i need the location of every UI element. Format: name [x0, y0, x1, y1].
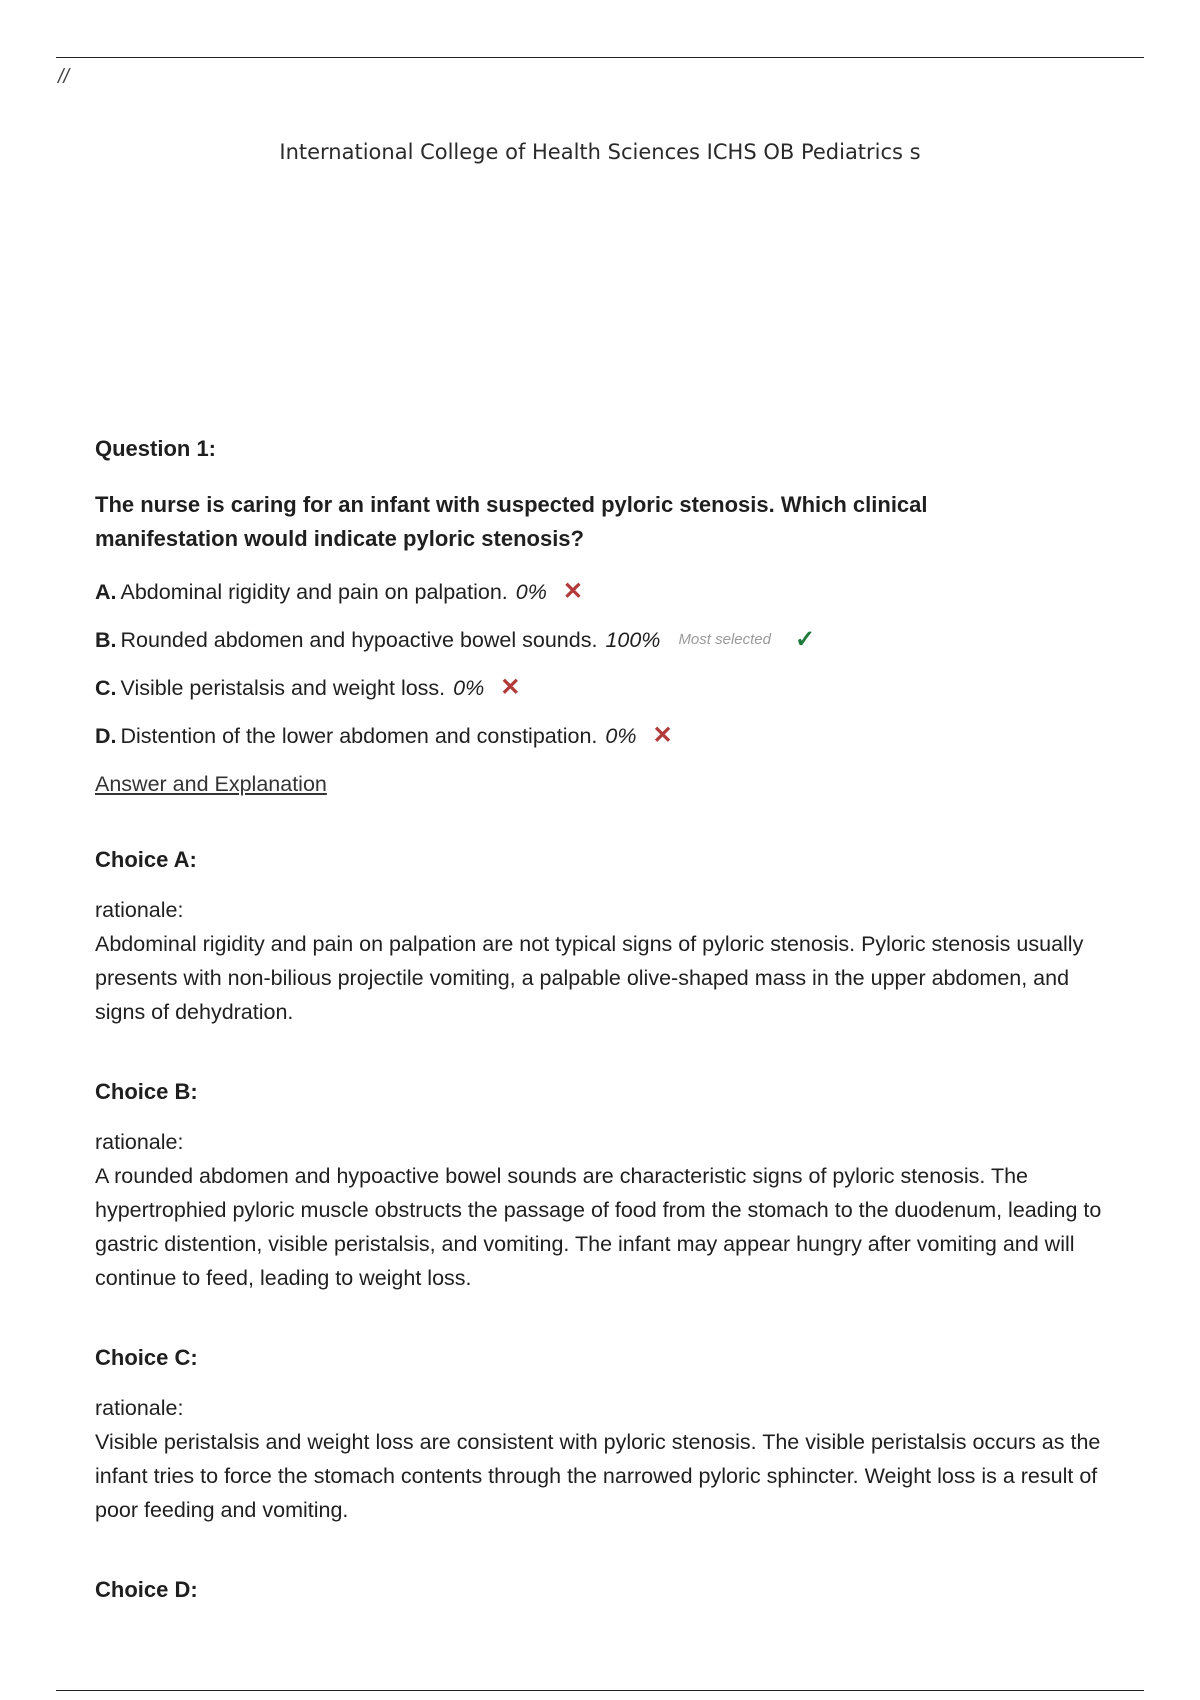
choice-letter: D.	[95, 724, 117, 748]
choice-text: Visible peristalsis and weight loss.	[120, 676, 446, 700]
choice-letter: C.	[95, 676, 117, 700]
cross-icon: ✕	[500, 674, 521, 701]
choice-percent: 0%	[453, 676, 485, 700]
cross-icon: ✕	[562, 578, 583, 605]
choice-percent: 100%	[605, 628, 661, 652]
choice-text: Abdominal rigidity and pain on palpation.	[120, 580, 508, 604]
choice-percent: 0%	[605, 724, 637, 748]
question-label: Question 1:	[95, 436, 217, 461]
choice-a[interactable]	[95, 568, 1105, 616]
explanation-heading-c: Choice C:	[95, 1345, 198, 1370]
rationale-label: rationale:	[95, 1130, 184, 1154]
choice-letter: A.	[95, 580, 117, 604]
rationale-text-a: Abdominal rigidity and pain on palpation are not typical signs of pyloric stenosis. Pyloric stenosis usually presents with non-bilious projectile vomiting, a palpable olive-shaped mass in the upper abdomen, and signs of dehydration.	[95, 932, 1084, 1024]
choice-b[interactable]	[95, 616, 1105, 664]
question-text: The nurse is caring for an infant with suspected pyloric stenosis. Which clinical manifestation would indicate pyloric stenosis?	[95, 492, 928, 551]
question-content	[95, 436, 1105, 1603]
cross-icon: ✕	[652, 722, 673, 749]
explanation-heading-b: Choice B:	[95, 1079, 198, 1104]
top-rule	[56, 57, 1144, 58]
choice-d[interactable]	[95, 712, 1105, 760]
choice-c[interactable]	[95, 664, 1105, 712]
answer-explanation-link[interactable]: Answer and Explanation	[95, 772, 327, 796]
most-selected-tag: Most selected	[678, 631, 771, 648]
bottom-rule	[56, 1690, 1144, 1691]
check-icon: ✓	[794, 626, 816, 653]
document-title: International College of Health Sciences ICHS OB Pediatrics s	[279, 140, 921, 164]
rationale-label: rationale:	[95, 1396, 184, 1420]
explanation-heading-a: Choice A:	[95, 847, 197, 872]
choice-letter: B.	[95, 628, 117, 652]
header-marker: //	[58, 66, 70, 88]
explanation-heading-d: Choice D:	[95, 1577, 198, 1602]
choice-text: Rounded abdomen and hypoactive bowel sounds.	[120, 628, 598, 652]
rationale-label: rationale:	[95, 898, 184, 922]
rationale-text-c: Visible peristalsis and weight loss are consistent with pyloric stenosis. The visible peristalsis occurs as the infant tries to force the stomach contents through the narrowed pyloric sphincter. Weight loss is a result of poor feeding and vomiting.	[95, 1430, 1101, 1522]
choice-percent: 0%	[515, 580, 547, 604]
rationale-text-b: A rounded abdomen and hypoactive bowel sounds are characteristic signs of pyloric stenosis. The hypertrophied pyloric muscle obstructs the passage of food from the stomach to the duodenum, leading to gastric distention, visible peristalsis, and vomiting. The infant may appear hungry after vomiting and will continue to feed, leading to weight loss.	[95, 1164, 1102, 1290]
choice-text: Distention of the lower abdomen and constipation.	[120, 724, 598, 748]
